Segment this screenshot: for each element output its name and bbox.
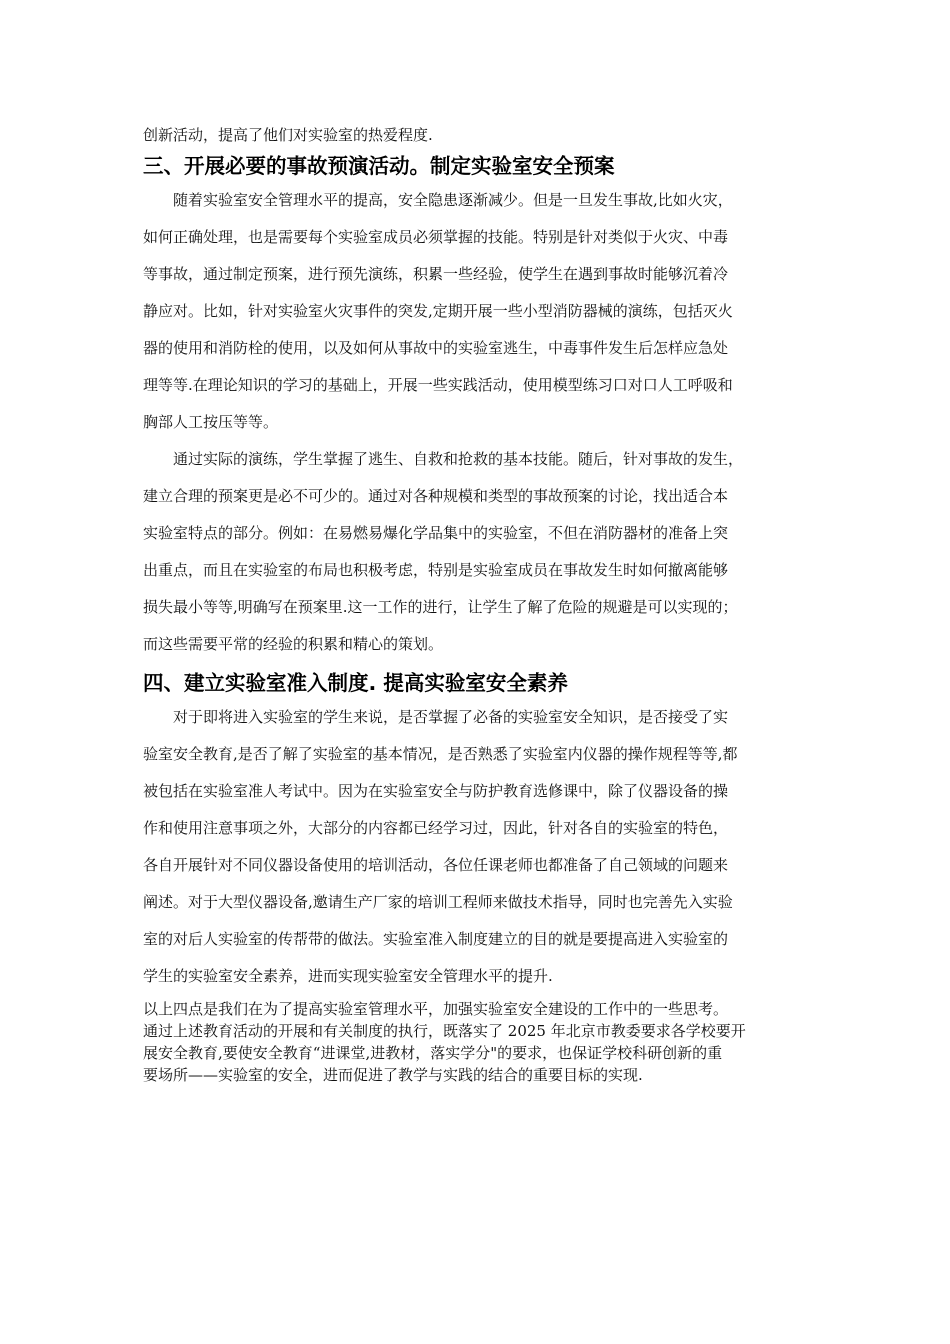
closing-line: 展安全教育,要使安全教育“进课堂,进教材，落实学分"的要求，也保证学校科研创新的重 [143, 1044, 723, 1062]
paragraph-line: 出重点，而且在实验室的布局也积极考虑，特别是实验室成员在事故发生时如何撤离能够 [143, 561, 729, 579]
paragraph-line: 通过实际的演练，学生掌握了逃生、自救和抢救的基本技能。随后，针对事故的发生， [173, 450, 744, 468]
closing-line: 通过上述教育活动的开展和有关制度的执行，既落实了 2025 年北京市教委要求各学校要开 [143, 1022, 746, 1040]
document-page [143, 124, 815, 1086]
section-4-heading: 四、建立实验室准入制度. 提高实验室安全素养 [143, 671, 568, 695]
paragraph-line: 胸部人工按压等等。 [143, 413, 279, 431]
section-3-paragraph-1 [143, 182, 815, 441]
paragraph-line: 理等等.在理论知识的学习的基础上，开展一些实践活动，使用模型练习口对口人工呼吸和 [143, 376, 733, 394]
paragraph-line: 被包括在实验室准人考试中。因为在实验室安全与防护教育选修课中，除了仪器设备的操 [143, 782, 729, 800]
paragraph-line: 对于即将进入实验室的学生来说，是否掌握了必备的实验室安全知识，是否接受了实 [173, 708, 729, 726]
paragraph-line: 阐述。对于大型仪器设备,邀请生产厂家的培训工程师来做技术指导，同时也完善先入实验 [143, 893, 733, 911]
section-3-heading: 三、开展必要的事故预演活动。制定实验室安全预案 [143, 154, 615, 178]
paragraph-line: 实验室特点的部分。例如：在易燃易爆化学品集中的实验室，不但在消防器材的准备上突 [143, 524, 729, 542]
paragraph-line: 如何正确处理，也是需要每个实验室成员必须掌握的技能。特别是针对类似于火灾、中毒 [143, 228, 729, 246]
paragraph-line: 验室安全教育,是否了解了实验室的基本情况，是否熟悉了实验室内仪器的操作规程等等,都 [143, 745, 738, 763]
paragraph-line: 而这些需要平常的经验的积累和精心的策划。 [143, 635, 444, 653]
closing-line: 以上四点是我们在为了提高实验室管理水平，加强实验室安全建设的工作中的一些思考。 [143, 1000, 729, 1018]
paragraph-line: 室的对后人实验室的传帮带的做法。实验室准入制度建立的目的就是要提高进入实验室的 [143, 930, 729, 948]
paragraph-line: 静应对。比如，针对实验室火灾事件的突发,定期开展一些小型消防器械的演练，包括灭火 [143, 302, 733, 320]
paragraph-line: 作和使用注意事项之外，大部分的内容都已经学习过，因此，针对各自的实验室的特色， [143, 819, 729, 837]
section-4-paragraph-1 [143, 699, 815, 995]
closing-line: 要场所——实验室的安全，进而促进了教学与实践的结合的重要目标的实现. [143, 1066, 643, 1084]
paragraph-line: 随着实验室安全管理水平的提高，安全隐患逐渐减少。但是一旦发生事故,比如火灾， [173, 191, 733, 209]
paragraph-line: 等事故，通过制定预案，进行预先演练，积累一些经验，使学生在遇到事故时能够沉着冷 [143, 265, 729, 283]
paragraph-line: 器的使用和消防栓的使用，以及如何从事故中的实验室逃生，中毒事件发生后怎样应急处 [143, 339, 729, 357]
paragraph-line: 损失最小等等,明确写在预案里.这一工作的进行，让学生了解了危险的规避是可以实现的； [143, 598, 738, 616]
intro-line: 创新活动，提高了他们对实验室的热爱程度. [143, 126, 433, 144]
paragraph-line: 学生的实验室安全素养，进而实现实验室安全管理水平的提升. [143, 967, 553, 985]
paragraph-line: 各自开展针对不同仪器设备使用的培训活动，各位任课老师也都准备了自己领域的问题来 [143, 856, 729, 874]
section-3-paragraph-2 [143, 441, 815, 663]
paragraph-line: 建立合理的预案更是必不可少的。通过对各种规模和类型的事故预案的讨论，找出适合本 [143, 487, 729, 505]
closing-paragraph [143, 998, 815, 1086]
